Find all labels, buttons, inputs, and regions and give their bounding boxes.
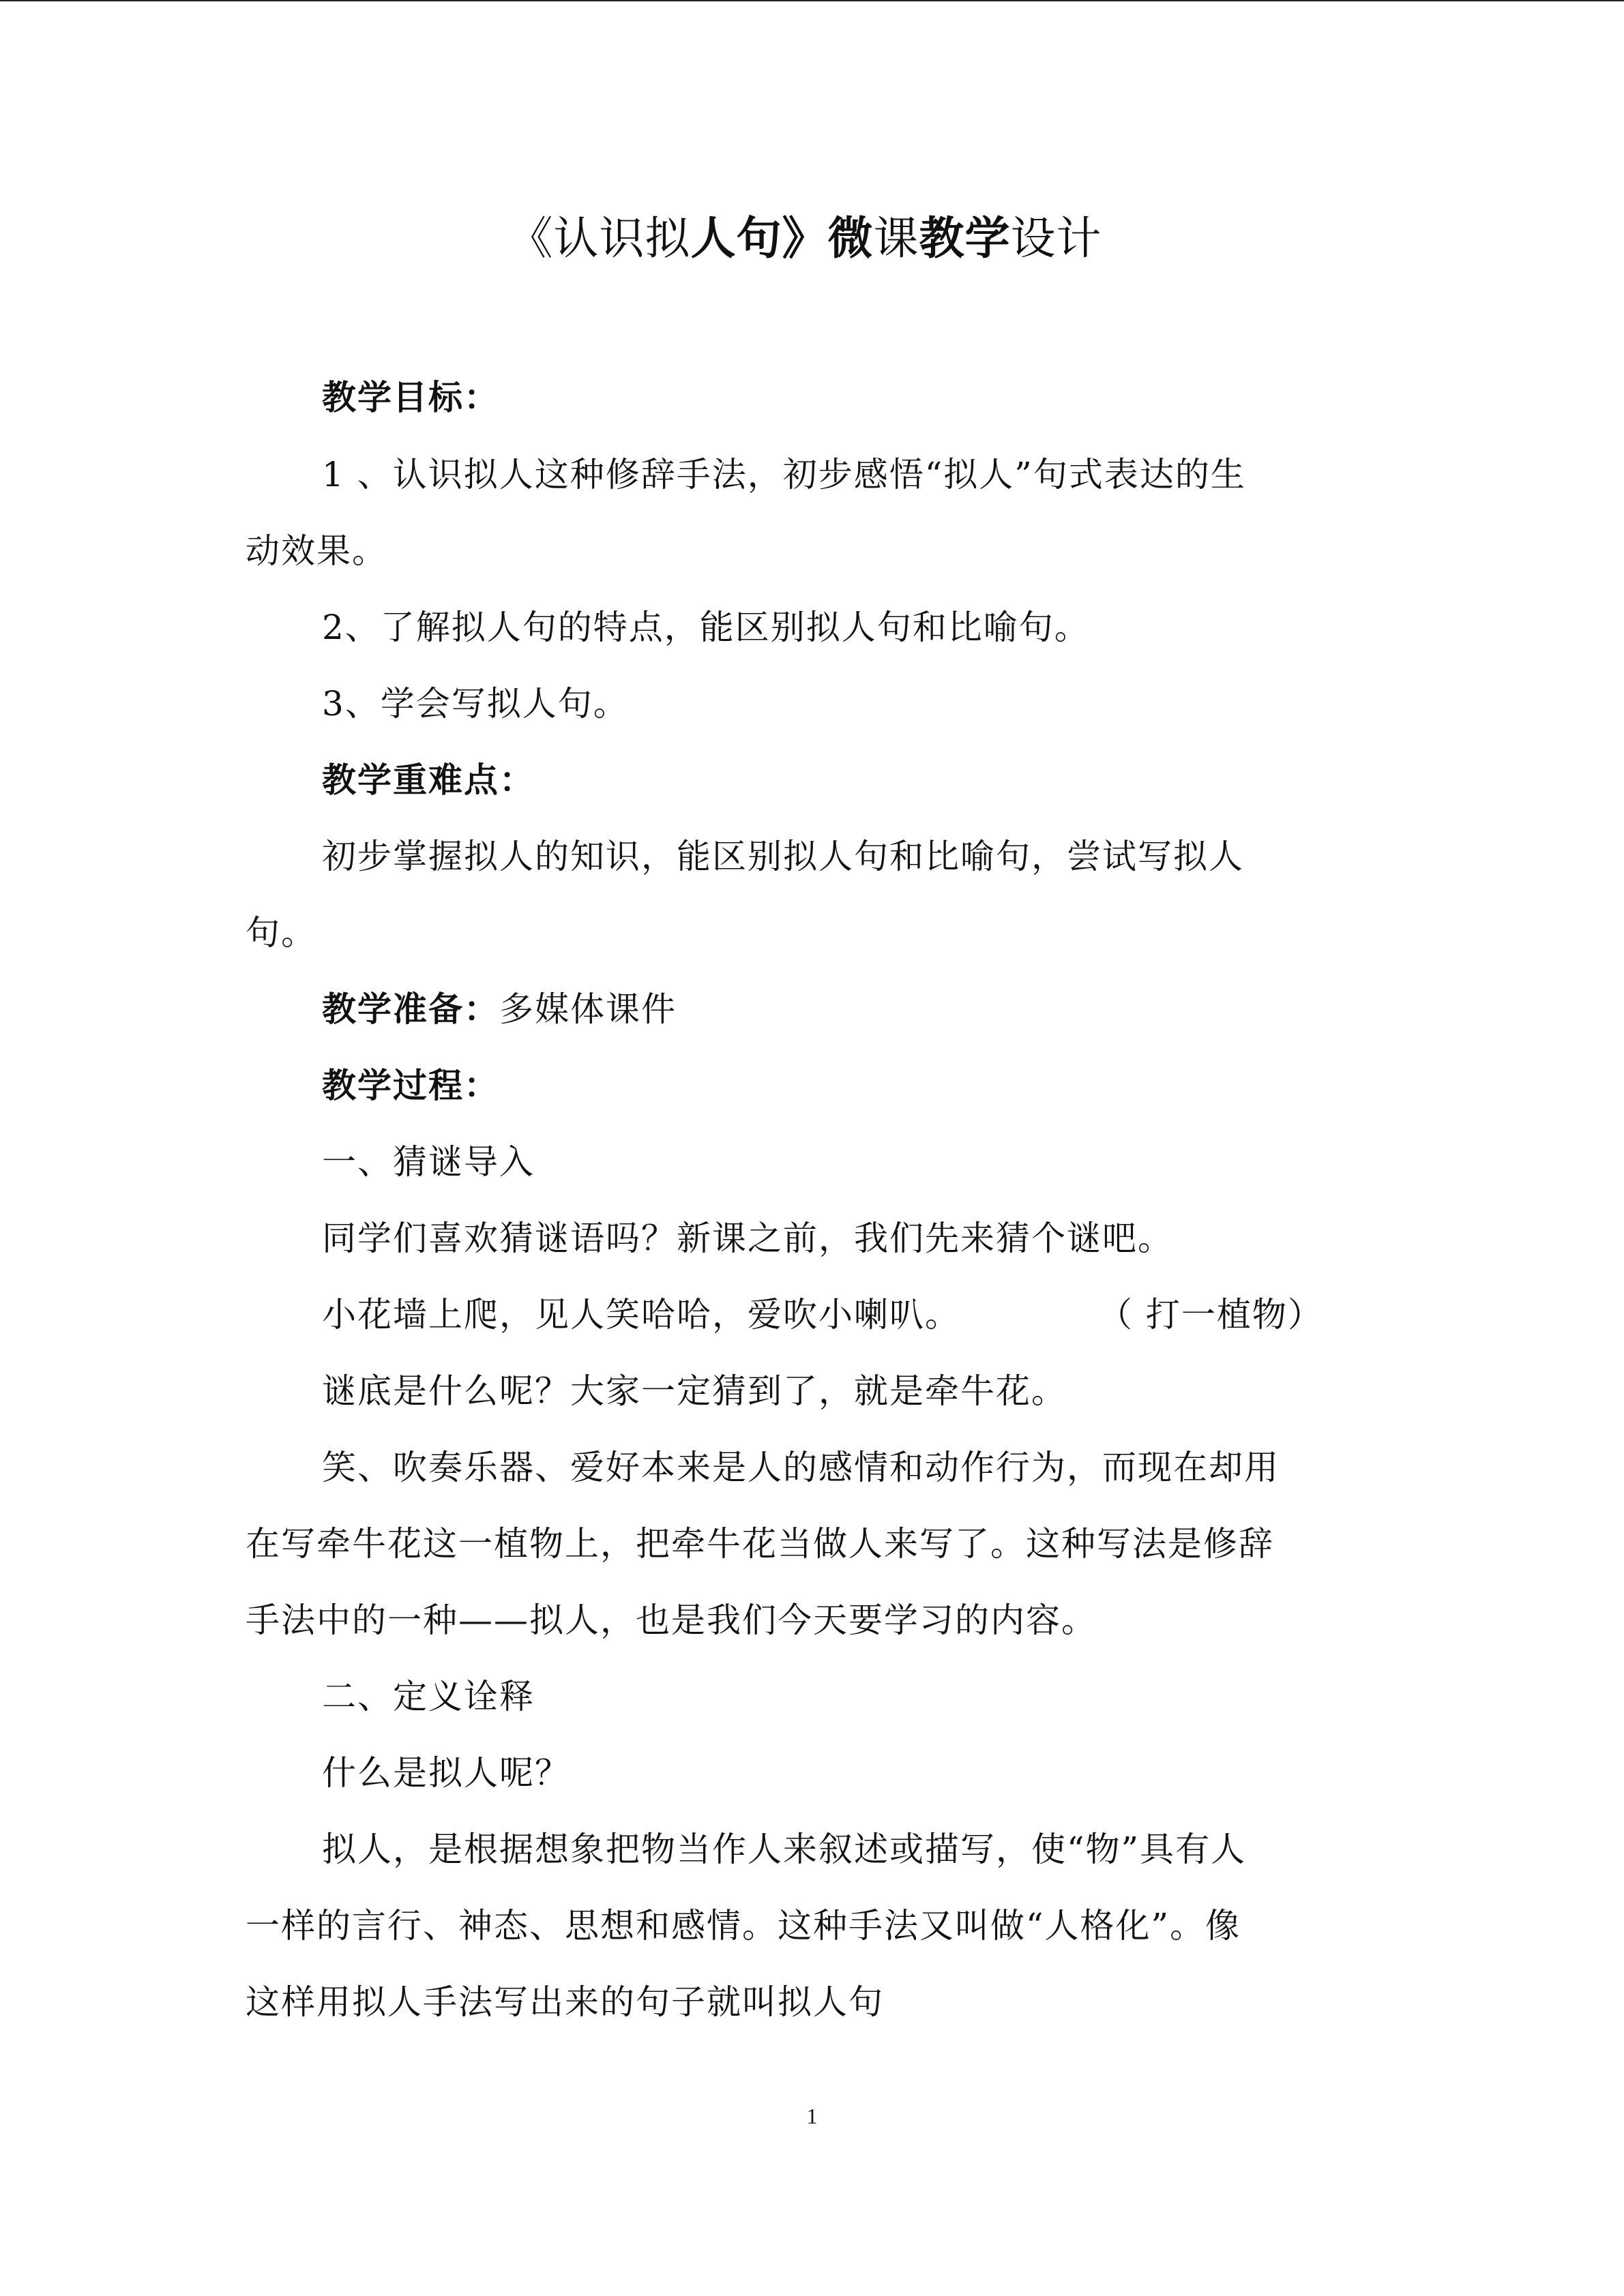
preparation-line bbox=[246, 971, 1364, 1047]
title-part: 设计 bbox=[1010, 212, 1102, 265]
preparation-label: 教学准备： bbox=[322, 989, 499, 1029]
key-points-heading: 教学重难点： bbox=[322, 760, 535, 800]
riddle-hint: （ 打一植物） bbox=[1098, 1295, 1323, 1335]
riddle-text: 小花墙上爬，见人笑哈哈，爱吹小喇叭。 bbox=[322, 1295, 960, 1335]
key-points-line1: 初步掌握拟人的知识，能区别拟人句和比喻句，尝试写拟人 bbox=[322, 837, 1244, 876]
title-part: 》微 bbox=[782, 212, 874, 265]
title-part: 《认识拟 bbox=[507, 212, 691, 265]
title-part: 课 bbox=[873, 212, 919, 265]
riddle-answer: 谜底是什么呢？大家一定猜到了，就是牵牛花。 bbox=[322, 1371, 1067, 1411]
process-heading: 教学过程： bbox=[322, 1066, 499, 1105]
step1-heading: 一、猜谜导入 bbox=[322, 1142, 535, 1182]
explain-line3: 手法中的一种——拟人，也是我们今天要学习的内容。 bbox=[246, 1600, 1097, 1640]
definition-line3: 这样用拟人手法写出来的句子就叫拟人句 bbox=[246, 1982, 884, 2022]
step1-intro: 同学们喜欢猜谜语吗？新课之前，我们先来猜个谜吧。 bbox=[322, 1219, 1173, 1258]
riddle-line bbox=[246, 1277, 1364, 1353]
explain-line1: 笑、吹奏乐器、爱好本来是人的感情和动作行为，而现在却用 bbox=[322, 1448, 1280, 1487]
definition-line2: 一样的言行、神态、思想和感情。这种手法又叫做“人格化”。像 bbox=[246, 1906, 1241, 1945]
page-number: 1 bbox=[806, 2104, 818, 2128]
objective-1-line1: 1 、认识拟人这种修辞手法，初步感悟“拟人”句式表达的生 bbox=[322, 455, 1246, 494]
objective-1-line2: 动效果。 bbox=[246, 531, 387, 571]
definition-line1: 拟人，是根据想象把物当作人来叙述或描写，使“物”具有人 bbox=[322, 1830, 1247, 1869]
objective-2: 2、了解拟人句的特点，能区别拟人句和比喻句。 bbox=[322, 608, 1090, 647]
step2-question: 什么是拟人呢？ bbox=[322, 1753, 570, 1793]
objective-3: 3、学会写拟人句。 bbox=[322, 684, 629, 724]
objectives-heading: 教学目标： bbox=[322, 378, 499, 417]
preparation-value: 多媒体课件 bbox=[499, 989, 677, 1029]
key-points-line2: 句。 bbox=[246, 913, 316, 953]
title-part: 教学 bbox=[919, 212, 1011, 265]
title-part: 人句 bbox=[690, 212, 782, 265]
document-title bbox=[246, 208, 1364, 269]
step2-heading: 二、定义诠释 bbox=[322, 1677, 535, 1716]
explain-line2: 在写牵牛花这一植物上，把牵牛花当做人来写了。这种写法是修辞 bbox=[246, 1524, 1274, 1564]
